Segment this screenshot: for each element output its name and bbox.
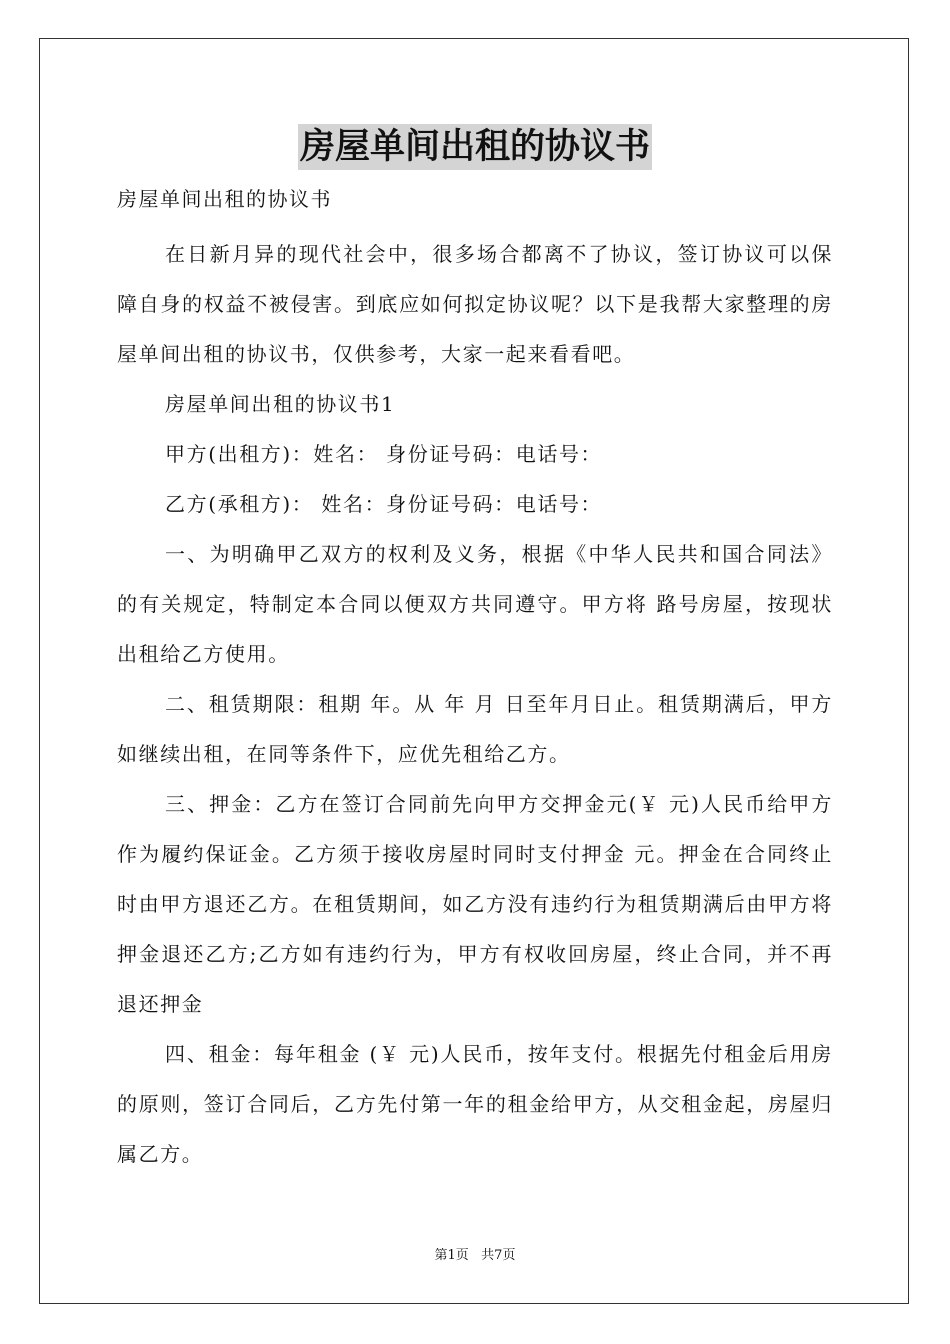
page-footer: 第1页 共7页 (434, 1248, 516, 1263)
paragraph-clause-1: 一、为明确甲乙双方的权利及义务，根据《中华人民共和国合同法》的有关规定，特制定本合同以便双方共同遵守。甲方将 路号房屋，按现状出租给乙方使用。 (117, 542, 833, 666)
paragraph-intro: 在日新月异的现代社会中，很多场合都离不了协议，签订协议可以保障自身的权益不被侵害。到底应如何拟定协议呢？以下是我帮大家整理的房屋单间出租的协议书，仅供参考，大家一起来看看吧。 (117, 242, 833, 366)
document-subtitle: 房屋单间出租的协议书 (117, 187, 332, 211)
paragraph-party-a: 甲方(出租方)：姓名： 身份证号码：电话号： (165, 442, 603, 466)
title-container (0, 124, 950, 170)
document-body (117, 229, 833, 1179)
paragraph-section-heading: 房屋单间出租的协议书1 (165, 392, 396, 416)
paragraph-party-b: 乙方(承租方)： 姓名：身份证号码：电话号： (165, 492, 603, 516)
paragraph-clause-2: 二、租赁期限：租期 年。从 年 月 日至年月日止。租赁期满后，甲方如继续出租，在同等条件下，应优先租给乙方。 (117, 692, 833, 766)
paragraph-clause-4: 四、租金：每年租金 (￥ 元)人民币，按年支付。根据先付租金后用房的原则，签订合同后，乙方先付第一年的租金给甲方，从交租金起，房屋归属乙方。 (117, 1042, 833, 1166)
document-title: 房屋单间出租的协议书 (298, 124, 652, 170)
paragraph-clause-3: 三、押金：乙方在签订合同前先向甲方交押金元(￥ 元)人民币给甲方作为履约保证金。乙方须于接收房屋时同时支付押金 元。押金在合同终止时由甲方退还乙方。在租赁期间，如乙方没有违约行为租赁期满后由甲方将押金退还乙方;乙方如有违约行为，甲方有权收回房屋，终止合同，并不再退还押金 (117, 792, 833, 1016)
